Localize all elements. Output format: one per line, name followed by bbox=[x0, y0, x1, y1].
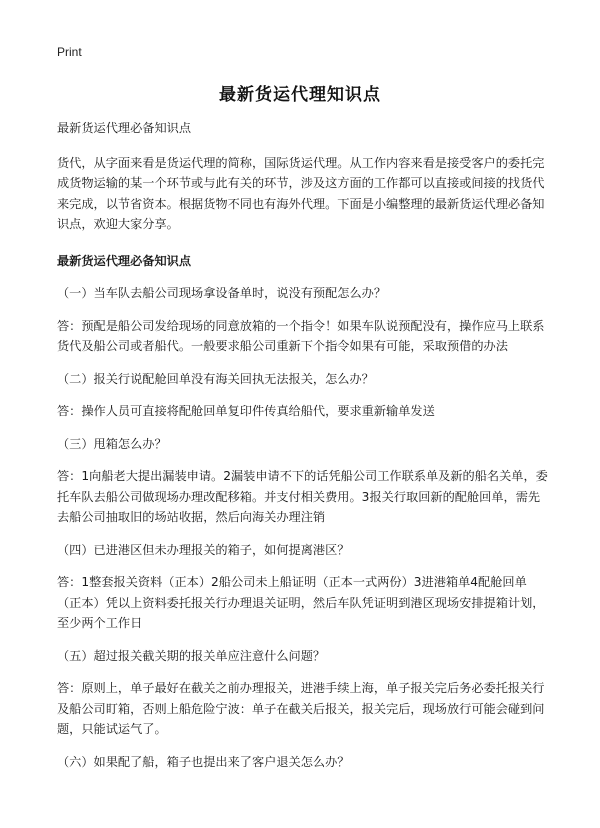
question-3: （三）甩箱怎么办？ bbox=[57, 436, 167, 451]
article-subtitle: 最新货运代理必备知识点 bbox=[57, 121, 192, 135]
question-5: （五）超过报关截关期的报关单应注意什么问题？ bbox=[57, 648, 326, 663]
print-label: Print bbox=[57, 45, 82, 59]
question-1: （一）当车队去船公司现场拿设备单时，说没有预配怎么办？ bbox=[57, 286, 387, 300]
answer-4: 答：1整套报关资料（正本）2船公司未上船证明（正本一式两份）3进港箱单4配舱回单（正本）凭以上资料委托报关行办理退关证明，然后车队凭证明到港区现场安排提箱计划，至少两个工作日 bbox=[57, 575, 545, 630]
page-title: 最新货运代理知识点 bbox=[219, 85, 381, 105]
answer-5: 答：原则上，单子最好在截关之前办理报关，进港手续上海，单子报关完后务必委托报关行及船公司盯箱，否则上船危险宁波：单子在截关后报关，报关完后，现场放行可能会碰到问题，只能试运气了。 bbox=[57, 681, 545, 736]
intro-paragraph: 货代，从字面来看是货运代理的简称，国际货运代理。从工作内容来看是接受客户的委托完成货物运输的某一个环节或与此有关的环节，涉及这方面的工作都可以直接或间接的找货代来完成，以节省资本。根据货物不同也有海外代理。下面是小编整理的最新货运代理必备知识点，欢迎大家分享。 bbox=[57, 155, 545, 231]
article-body bbox=[57, 118, 549, 784]
answer-2: 答：操作人员可直接将配舱回单复印件传真给船代，要求重新输单发送 bbox=[57, 404, 435, 418]
question-4: （四）已进港区但未办理报关的箱子，如何提离港区？ bbox=[57, 542, 350, 557]
answer-1: 答：预配是船公司发给现场的同意放箱的一个指令！如果车队说预配没有，操作应马上联系货代及船公司或者船代。一般要求船公司重新下个指令如果有可能，采取预借的办法 bbox=[57, 318, 545, 353]
section-heading: 最新货运代理必备知识点 bbox=[57, 253, 192, 268]
question-2: （二）报关行说配舱回单没有海关回执无法报关，怎么办？ bbox=[57, 371, 374, 386]
question-6: （六）如果配了船，箱子也提出来了客户退关怎么办？ bbox=[57, 754, 350, 769]
answer-3: 答：1向船老大提出漏装申请。2漏装申请不下的话凭船公司工作联系单及新的船名关单，委托车队去船公司做现场办理改配移箱。并支付相关费用。3报关行取回新的配舱回单，需先去船公司抽取旧的场站收据，然后向海关办理注销 bbox=[57, 469, 548, 524]
